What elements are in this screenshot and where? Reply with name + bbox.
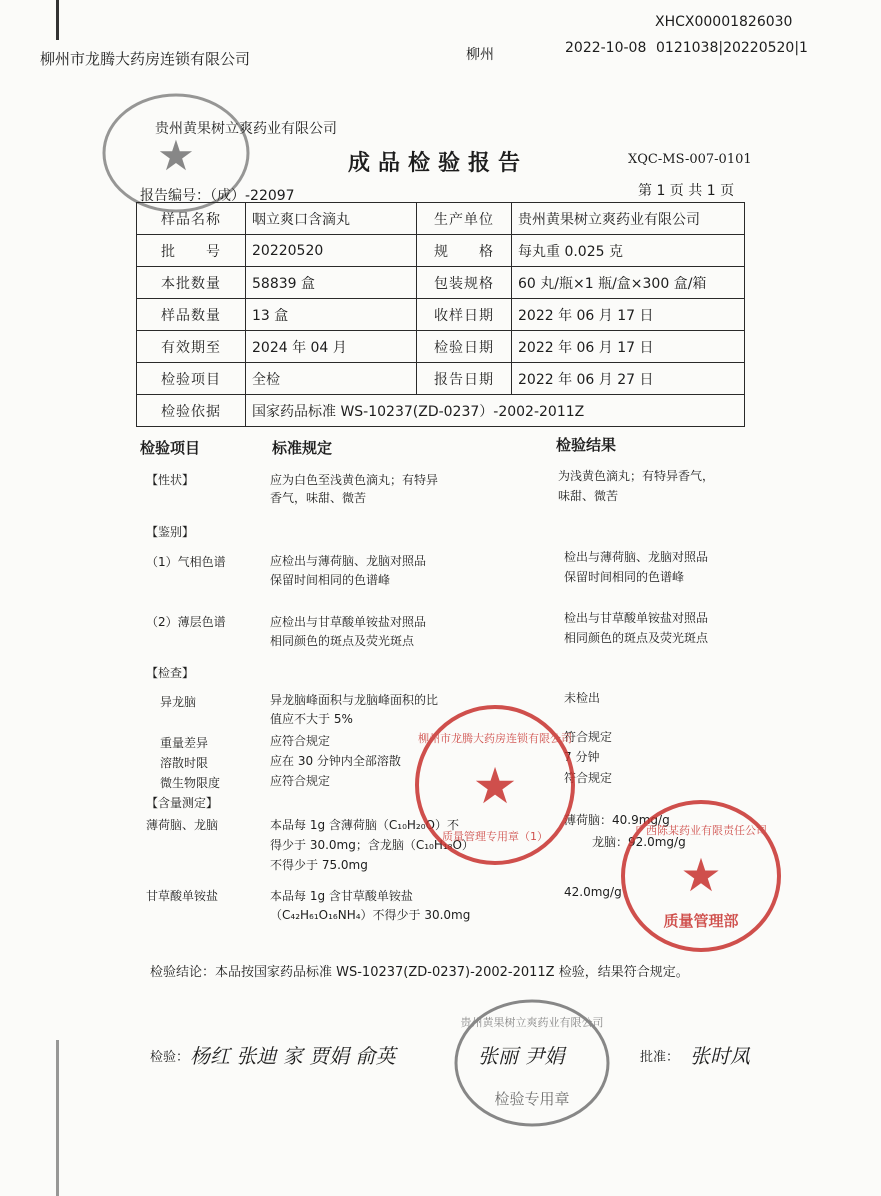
standard-text: 本品每 1g 含薄荷脑（C₁₀H₂₀O）不 [270,818,459,832]
col-item: 检验项目 [140,439,201,457]
report-title: 成品检验报告 [348,150,529,176]
seal-text: 广西陈某药业有限责任公司 [635,824,767,837]
row-label: 报告日期 [417,363,512,395]
seal-text: 柳州市龙腾大药房连锁有限公司 [418,732,572,745]
standard-text: 应检出与甘草酸单铵盐对照品 [270,615,427,629]
seal-subtext: 质量管理部 [663,912,739,930]
item-label: 溶散时限 [160,756,209,770]
seal-text: 贵州黄果树立爽药业有限公司 [460,1016,604,1029]
item-label: 异龙脑 [160,695,197,709]
page-count: 第 1 页 共 1 页 [638,183,735,199]
city: 柳州 [466,47,494,63]
result-text: 检出与薄荷脑、龙脑对照品 [564,550,709,564]
row-label: 规 格 [417,235,512,267]
barcode-code: XHCX00001826030 [655,14,793,30]
row-value: 2022 年 06 月 17 日 [512,331,745,363]
row-value: 全检 [246,363,417,395]
table-row [137,235,745,267]
standard-text: 应符合规定 [270,774,331,788]
standard-text: 应符合规定 [270,734,331,748]
standard-text: 异龙脑峰面积与龙脑峰面积的比 [270,693,439,707]
result-text: 42.0mg/g [564,885,622,899]
row-label: 样品数量 [137,299,246,331]
approve-label: 批准： [640,1050,680,1065]
seal-subtext: 检验专用章 [494,1090,570,1108]
table-row [137,299,745,331]
pharmacy-name: 柳州市龙腾大药房连锁有限公司 [40,50,251,68]
row-label: 样品名称 [137,203,246,235]
result-text: 符合规定 [564,730,613,744]
item-label: （1）气相色谱 [146,555,226,569]
header-date: 2022-10-08 [565,40,647,56]
row-label: 收样日期 [417,299,512,331]
standard-text: 应为白色至浅黄色滴丸；有特异 [270,473,439,487]
standard-text: 值应不大于 5% [270,712,353,726]
batch-ref: 0121038|20220520|1 [656,40,808,56]
standard-text: 香气，味甜、微苦 [270,491,367,505]
item-label: 微生物限度 [160,776,221,790]
table-row [137,203,745,235]
standard-text: 得少于 30.0mg；含龙脑（C₁₀H₁₈O） [270,838,474,852]
svg-text:★: ★ [472,757,518,815]
row-label: 检验项目 [137,363,246,395]
item-label: （2）薄层色谱 [146,615,226,629]
row-label: 有效期至 [137,331,246,363]
row-label: 本批数量 [137,267,246,299]
svg-text:★: ★ [680,848,722,902]
standard-text: 应检出与薄荷脑、龙脑对照品 [270,554,427,568]
conclusion: 检验结论：本品按国家药品标准 WS-10237(ZD-0237)-2002-2011Z 检验，结果符合规定。 [150,965,689,980]
item-label: 重量差异 [160,736,209,750]
row-label: 生产单位 [417,203,512,235]
result-text: 为浅黄色滴丸；有特异香气， [558,469,715,483]
col-result: 检验结果 [556,436,617,454]
report-company: 贵州黄果树立爽药业有限公司 [155,121,337,137]
scan-edge-mark [56,1040,59,1196]
table-row [137,267,745,299]
item-label: 甘草酸单铵盐 [146,889,219,903]
item-label: 薄荷脑、龙脑 [146,818,219,832]
row-value: 60 丸/瓶×1 瓶/盒×300 盒/箱 [512,267,745,299]
row-label: 检验依据 [137,395,246,427]
company-inspection-seal [452,996,612,1130]
row-value: 58839 盒 [246,267,417,299]
standard-text: 应在 30 分钟内全部溶散 [270,754,401,768]
result-text: 相同颜色的斑点及荧光斑点 [564,631,709,645]
section-label: 【性状】 [146,473,195,487]
result-text: 7 分钟 [564,750,600,764]
result-text: 符合规定 [564,771,613,785]
row-value: 咽立爽口含滴丸 [246,203,417,235]
row-value: 2024 年 04 月 [246,331,417,363]
result-text: 薄荷脑：40.9mg/g [564,813,670,827]
star-icon: ★ [157,131,195,180]
standard-text: 相同颜色的斑点及荧光斑点 [270,634,415,648]
row-value: 贵州黄果树立爽药业有限公司 [512,203,745,235]
result-text: 保留时间相同的色谱峰 [564,570,685,584]
standard-text: 本品每 1g 含甘草酸单铵盐 [270,889,413,903]
result-text: 检出与甘草酸单铵盐对照品 [564,611,709,625]
row-value: 13 盒 [246,299,417,331]
table-row [137,363,745,395]
standard-text: 保留时间相同的色谱峰 [270,573,391,587]
result-text: 龙脑：92.0mg/g [592,835,686,849]
section-label: 【含量测定】 [146,796,219,810]
result-text: 味甜、微苦 [558,489,619,503]
table-row [137,395,745,427]
row-value: 国家药品标准 WS-10237(ZD-0237）-2002-2011Z [246,395,745,427]
guangxi-quality-seal [618,796,784,956]
result-text: 未检出 [564,691,601,705]
seal-subtext: 质量管理专用章（1） [442,830,548,843]
scan-edge-mark [56,0,59,40]
approve-signature: 张时凤 [690,1044,750,1068]
doc-number: XQC-MS-007-0101 [628,152,752,167]
row-value: 每丸重 0.025 克 [512,235,745,267]
col-standard: 标准规定 [272,439,333,457]
section-label: 【鉴别】 [146,525,195,539]
row-value: 20220520 [246,235,417,267]
row-label: 包装规格 [417,267,512,299]
review-signatures: 张丽 尹娟 [478,1044,565,1068]
row-value: 2022 年 06 月 27 日 [512,363,745,395]
info-table [136,202,745,427]
row-value: 2022 年 06 月 17 日 [512,299,745,331]
row-label: 批 号 [137,235,246,267]
table-row [137,331,745,363]
inspect-label: 检验： [150,1050,190,1065]
pharmacy-quality-seal [410,700,580,870]
row-label: 检验日期 [417,331,512,363]
standard-text: （C₄₂H₆₁O₁₆NH₄）不得少于 30.0mg [270,908,471,922]
inspect-signatures: 杨红 张迪 家 贾娟 俞英 [190,1044,396,1068]
section-label: 【检查】 [146,666,195,680]
standard-text: 不得少于 75.0mg [270,858,368,872]
report-number: 报告编号：（成）-22097 [140,188,295,204]
